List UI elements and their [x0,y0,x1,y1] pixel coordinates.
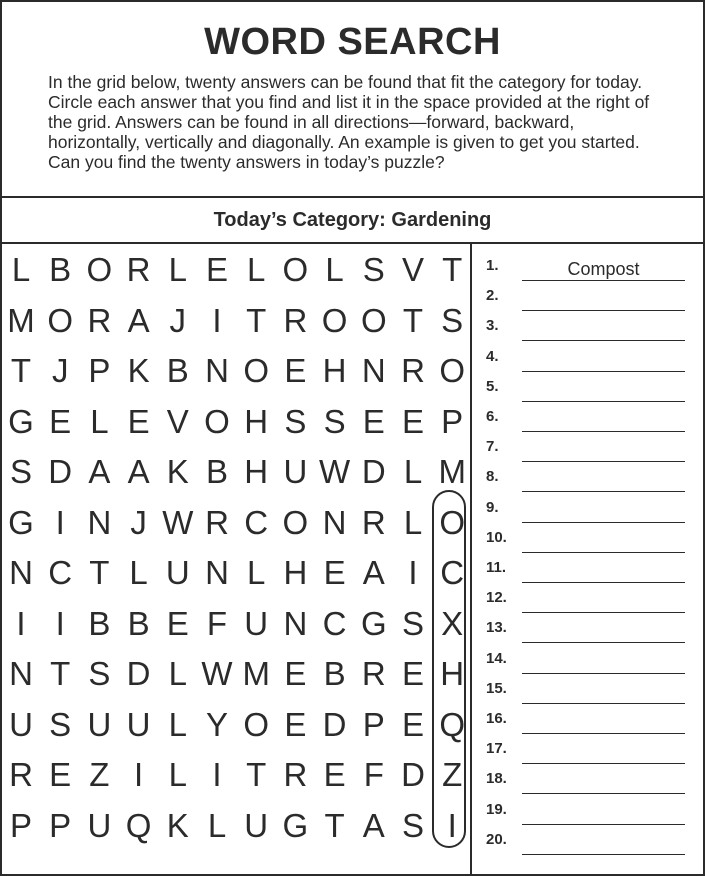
grid-letter[interactable]: R [87,301,112,339]
grid-letter[interactable]: T [324,806,345,844]
answer-row [472,407,703,435]
answer-blank-line[interactable] [522,854,685,855]
answer-number: 20. [486,830,507,848]
answer-blank-line[interactable] [522,340,685,341]
grid-letter[interactable]: O [282,251,309,288]
answer-row [472,649,703,677]
grid-letter[interactable]: O [204,402,230,440]
grid-letter[interactable]: I [408,554,418,591]
answer-blank-line[interactable] [522,280,685,281]
answer-number: 9. [486,498,499,516]
grid-letter[interactable]: X [441,604,464,642]
answer-blank-line[interactable] [522,612,685,613]
grid-letter[interactable]: Q [125,806,152,844]
grid-letter[interactable]: M [438,453,466,490]
answer-number: 17. [486,740,507,758]
grid-letter[interactable]: L [207,806,227,844]
answer-number: 2. [486,287,499,305]
grid-letter[interactable]: H [283,554,308,591]
grid-letter[interactable]: L [403,503,423,541]
grid-letter[interactable]: H [440,655,465,692]
grid-letter[interactable]: I [55,503,65,541]
grid-letter[interactable]: E [127,402,150,440]
answer-number: 10. [486,528,507,546]
grid-letter[interactable]: L [90,402,109,440]
grid-letter[interactable]: E [284,352,307,389]
answer-row [472,830,703,858]
grid-letter[interactable]: T [89,554,110,591]
grid-letter[interactable]: U [87,806,112,844]
grid-letter[interactable]: P [441,402,464,440]
grid-letter[interactable]: T [442,251,463,288]
grid-letter[interactable]: T [246,301,267,339]
grid-letter[interactable]: A [362,554,385,591]
grid-letter[interactable]: O [321,301,348,339]
grid-letter[interactable]: E [401,655,424,692]
answer-list [472,244,703,874]
grid-letter[interactable]: E [284,655,307,692]
answer-blank-line[interactable] [522,793,685,794]
answer-number: 15. [486,679,507,697]
grid-letter[interactable]: N [205,352,229,389]
grid-letter[interactable]: U [283,453,308,490]
grid-letter[interactable]: I [447,806,457,844]
grid-letter[interactable]: N [361,352,386,389]
grid-letter[interactable]: W [201,655,233,692]
answer-row [472,618,703,646]
grid-letter[interactable]: K [127,352,150,389]
answer-blank-line[interactable] [522,310,685,311]
answer-row [472,498,703,526]
answer-number: 1. [486,257,499,274]
grid-letter[interactable]: R [361,503,386,541]
grid-letter[interactable]: Q [439,705,466,743]
grid-letter[interactable]: E [49,756,72,793]
answer-number: 4. [486,347,499,365]
grid-letter[interactable]: L [403,453,423,490]
answer-row [472,739,703,767]
grid-letter[interactable]: W [162,503,194,541]
grid-letter[interactable]: O [360,301,387,339]
grid-letter[interactable]: S [441,301,464,339]
grid-letter[interactable]: Y [205,705,228,743]
answer-row [472,347,703,375]
grid-letter[interactable]: E [166,604,189,642]
grid-letter[interactable]: R [283,301,308,339]
grid-letter[interactable]: D [48,453,73,490]
grid-letter[interactable]: G [8,503,34,541]
answer-number: 6. [486,408,499,425]
answer-blank-line[interactable] [522,461,685,462]
grid-letter[interactable]: L [11,251,31,288]
grid-letter[interactable]: E [401,402,424,440]
grid-letter[interactable]: L [168,705,187,743]
grid-letter[interactable]: M [242,655,270,692]
grid-letter[interactable]: H [244,402,269,440]
answer-blank-line[interactable] [522,642,685,643]
grid-letter[interactable]: O [243,705,270,743]
grid-letter[interactable]: R [205,503,229,541]
answer-row [472,679,703,707]
answer-row [472,286,703,314]
grid-letter[interactable]: L [168,251,187,288]
grid-letter[interactable]: S [362,251,385,288]
grid-letter[interactable]: I [134,756,144,793]
grid-letter[interactable]: I [212,301,222,339]
grid-letter[interactable]: R [283,756,308,793]
grid-letter[interactable]: R [9,756,33,793]
answer-blank-line[interactable] [522,431,685,432]
answer-row [472,437,703,465]
grid-letter[interactable]: D [126,655,151,692]
grid-letter[interactable]: S [9,453,32,490]
grid-letter[interactable]: C [440,554,465,591]
grid-letter[interactable]: U [165,554,190,591]
grid-letter[interactable]: I [55,604,65,642]
grid-letter[interactable]: B [166,352,189,389]
answer-row [472,558,703,586]
grid-letter[interactable]: S [401,806,424,844]
grid-letter[interactable]: N [9,554,33,591]
grid-letter[interactable]: C [48,554,73,591]
grid-letter[interactable]: B [88,604,111,642]
grid-letter[interactable]: F [206,604,228,642]
letter-grid [2,244,472,874]
grid-letter[interactable]: S [401,604,424,642]
grid-letter[interactable]: P [9,806,32,844]
grid-letter[interactable]: G [8,402,34,440]
grid-letter[interactable]: W [319,453,351,490]
grid-letter[interactable]: P [362,705,385,743]
grid-letter[interactable]: S [323,402,346,440]
answer-row [472,528,703,556]
grid-letter[interactable]: O [439,503,466,541]
grid-letter[interactable]: E [362,402,385,440]
grid-letter[interactable]: B [205,453,228,490]
grid-letter[interactable]: N [87,503,112,541]
grid-letter[interactable]: I [16,604,26,642]
grid-letter[interactable]: N [9,655,33,692]
grid-letter[interactable]: G [360,604,387,642]
grid-letter[interactable]: L [168,756,187,793]
answer-row [472,709,703,737]
grid-letter[interactable]: J [169,301,187,339]
grid-letter[interactable]: V [401,251,424,288]
grid-letter[interactable]: E [323,554,346,591]
grid-letter[interactable]: L [325,251,344,288]
answer-row [472,800,703,828]
grid-letter[interactable]: A [127,301,150,339]
instructions-text: In the grid below, twenty answers can be found that fit the category for today. Circle each answer that you find and list it in the space provided at the right of the grid. Answers can be found in all directions—forward, backward, horizontally, vertically and diagonally. An example is given to get you started. Can you find the twenty answers in today’s puzzle? [48,72,650,172]
answer-row [472,588,703,616]
grid-letter[interactable]: F [363,756,384,793]
grid-letter[interactable]: E [323,756,346,793]
grid-letter[interactable]: L [247,554,266,591]
grid-letter[interactable]: E [401,705,424,743]
grid-letter[interactable]: Z [89,756,110,793]
answer-blank-line[interactable] [522,824,685,825]
grid-letter[interactable]: D [361,453,386,490]
answer-blank-line[interactable] [522,582,685,583]
answer-number: 3. [486,317,499,335]
grid-letter[interactable]: B [49,251,72,288]
grid-letter[interactable]: S [49,705,72,743]
answer-number: 5. [486,377,499,395]
answer-blank-line[interactable] [522,401,685,402]
grid-letter[interactable]: N [205,554,229,591]
grid-letter[interactable]: I [212,756,222,793]
answer-example-text: Compost [567,259,640,279]
grid-letter[interactable]: T [402,301,424,339]
grid-letter[interactable]: B [127,604,150,642]
answer-blank-line[interactable] [522,522,685,523]
grid-letter[interactable]: H [244,453,269,490]
answer-number: 11. [486,559,507,576]
grid-letter[interactable]: D [322,705,347,743]
answer-row [472,377,703,405]
answer-row [472,769,703,797]
page-title: WORD SEARCH [204,21,501,63]
grid-letter[interactable]: C [244,503,269,541]
answer-blank-line[interactable] [522,673,685,674]
answer-number: 13. [486,619,507,637]
grid-letter[interactable]: J [130,503,147,541]
grid-letter[interactable]: E [284,705,307,743]
grid-letter[interactable]: A [362,806,385,844]
grid-letter[interactable]: A [88,453,111,490]
grid-letter[interactable]: M [7,301,35,339]
grid-letter[interactable]: O [243,352,270,389]
grid-letter[interactable]: H [322,352,347,389]
answer-blank-line[interactable] [522,733,685,734]
grid-letter[interactable]: B [323,655,346,692]
grid-letter[interactable]: O [86,251,113,288]
grid-letter[interactable]: D [401,756,425,793]
grid-letter[interactable]: U [87,705,112,743]
grid-letter[interactable]: P [49,806,72,844]
header-panel [2,2,703,198]
grid-letter[interactable]: O [439,352,466,389]
grid-letter[interactable]: S [284,402,307,440]
grid-letter[interactable]: U [9,705,33,743]
grid-letter[interactable]: A [127,453,150,490]
grid-letter[interactable]: Z [442,756,463,793]
grid-letter[interactable]: G [282,806,309,844]
grid-letter[interactable]: R [401,352,425,389]
grid-letter[interactable]: U [244,806,269,844]
answer-row [472,316,703,344]
grid-letter[interactable]: U [244,604,269,642]
answer-number: 18. [486,770,507,788]
answer-blank-line[interactable] [522,552,685,553]
grid-letter[interactable]: L [168,655,187,692]
grid-letter[interactable]: T [10,352,32,389]
grid-letter[interactable]: L [129,554,148,591]
answer-blank-line[interactable] [522,491,685,492]
answer-number: 12. [486,589,507,607]
grid-letter[interactable]: E [49,402,72,440]
answer-row [472,256,703,284]
answer-number: 8. [486,468,499,486]
answer-row [472,467,703,495]
grid-letter[interactable]: T [246,756,267,793]
grid-letter[interactable]: U [126,705,151,743]
grid-letter[interactable]: O [282,503,309,541]
grid-letter[interactable]: V [166,402,189,440]
grid-letter[interactable]: N [322,503,347,541]
grid-letter[interactable]: N [283,604,308,642]
grid-letter[interactable]: S [88,655,111,692]
answer-blank-line[interactable] [522,371,685,372]
answer-number: 16. [486,710,507,727]
grid-letter[interactable]: C [322,604,347,642]
answer-number: 7. [486,438,499,456]
answer-blank-line[interactable] [522,763,685,764]
answer-blank-line[interactable] [522,703,685,704]
grid-letter[interactable]: T [50,655,71,692]
grid-letter[interactable]: O [47,301,74,339]
answer-number: 19. [486,800,507,818]
category-heading: Today’s Category: Gardening [2,198,703,244]
answer-number: 14. [486,649,507,667]
grid-letter[interactable]: K [166,453,189,490]
grid-letter[interactable]: R [126,251,151,288]
grid-letter[interactable]: K [166,806,189,844]
grid-letter[interactable]: J [51,352,69,389]
grid-letter[interactable]: P [88,352,111,389]
grid-letter[interactable]: R [361,655,386,692]
grid-letter[interactable]: E [205,251,228,288]
grid-letter[interactable]: L [247,251,266,288]
